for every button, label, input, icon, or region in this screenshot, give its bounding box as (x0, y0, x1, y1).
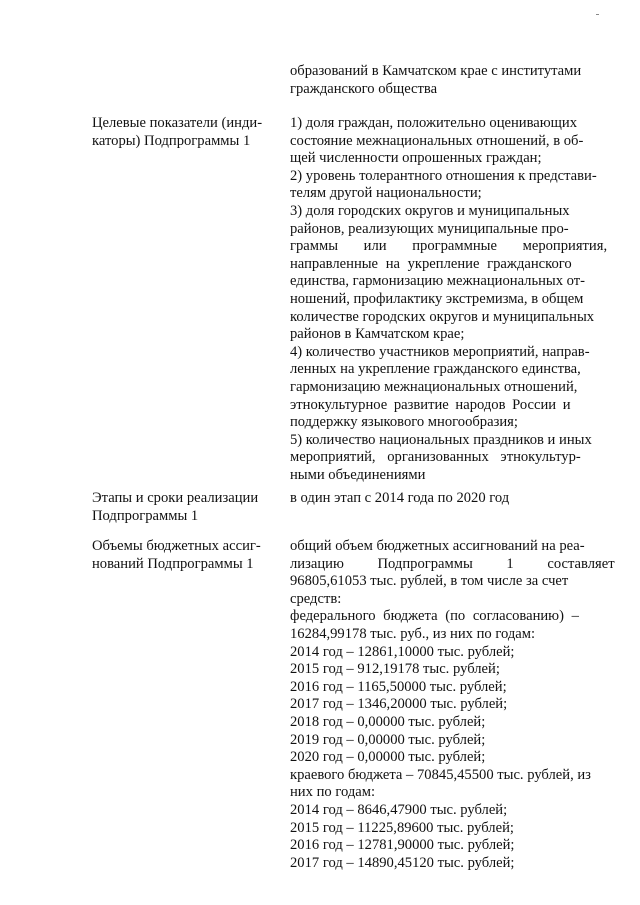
text-line: 96805,61053 тыс. рублей, в том числе за счет (290, 573, 569, 590)
continued-text (290, 63, 608, 98)
text-line: районов, реализующих муниципальные про- (290, 220, 569, 237)
text-line: ленных на укрепление гражданского единства, (290, 361, 581, 378)
text-line: щей численности опрошенных граждан; (290, 150, 542, 167)
row-label: Целевые показатели (инди- каторы) Подпрограммы 1 (92, 115, 263, 149)
text-line: гражданского общества (290, 80, 438, 97)
text-line: этнокультурное развитие народов России и (290, 396, 571, 413)
row-label: Объемы бюджетных ассиг- нований Подпрограммы 1 (92, 538, 261, 572)
text-line: 2015 год – 912,19178 тыс. рублей; (290, 661, 500, 678)
text-line: состояние межнациональных отношений, в об- (290, 132, 584, 149)
row-label: Этапы и сроки реализации Подпрограммы 1 (92, 490, 259, 524)
text-line: районов в Камчатском крае; (290, 326, 465, 343)
text-line: образований в Камчатском крае с институтами (290, 63, 582, 79)
text-line: мероприятий, организованных этнокультур- (290, 449, 581, 466)
text-line: граммы или программные мероприятия, (290, 238, 608, 255)
text-line: ными объединениями (290, 466, 426, 483)
row-content (290, 115, 608, 484)
text-line: 2014 год – 12861,10000 тыс. рублей; (290, 643, 515, 660)
text-line: федерального бюджета (по согласованию) – (290, 608, 579, 625)
text-line: в один этап с 2014 года по 2020 год (290, 490, 510, 506)
text-line: лизацию Подпрограммы 1 составляет (290, 555, 615, 572)
text-line: 4) количество участников мероприятий, направ- (290, 343, 590, 360)
text-line: 1) доля граждан, положительно оценивающих (290, 115, 578, 131)
text-line: количестве городских округов и муниципальных (290, 308, 595, 325)
text-line: поддержку языкового многообразия; (290, 414, 518, 431)
text-line: 16284,99178 тыс. руб., из них по годам: (290, 625, 536, 642)
text-line: них по годам: (290, 784, 376, 801)
text-line: 2) уровень толерантного отношения к представи- (290, 167, 597, 184)
text-line: гармонизацию межнациональных отношений, (290, 378, 578, 395)
text-line: средств: (290, 590, 342, 607)
text-line: краевого бюджета – 70845,45500 тыс. рублей, из (290, 766, 591, 783)
text-line: 2020 год – 0,00000 тыс. рублей; (290, 749, 486, 766)
row-content (290, 538, 615, 872)
text-line: 5) количество национальных праздников и иных (290, 431, 592, 448)
text-line: ношений, профилактику экстремизма, в общем (290, 290, 584, 307)
text-line: 2017 год – 1346,20000 тыс. рублей; (290, 696, 508, 713)
text-line: 2016 год – 12781,90000 тыс. рублей; (290, 837, 515, 854)
text-line: 2016 год – 1165,50000 тыс. рублей; (290, 678, 507, 695)
text-line: 2015 год – 11225,89600 тыс. рублей; (290, 819, 514, 836)
row-content (290, 490, 608, 508)
text-line: телям другой национальности; (290, 185, 482, 202)
text-line: 2018 год – 0,00000 тыс. рублей; (290, 713, 486, 730)
text-line: 3) доля городских округов и муниципальных (290, 202, 570, 219)
text-line: единства, гармонизацию межнациональных от- (290, 273, 586, 290)
text-line: 2017 год – 14890,45120 тыс. рублей; (290, 854, 515, 871)
text-line: 2019 год – 0,00000 тыс. рублей; (290, 731, 486, 748)
text-line: направленные на укрепление гражданского (290, 255, 572, 272)
scan-mark (596, 14, 599, 15)
text-line: общий объем бюджетных ассигнований на реа- (290, 538, 585, 554)
text-line: 2014 год – 8646,47900 тыс. рублей; (290, 801, 508, 818)
